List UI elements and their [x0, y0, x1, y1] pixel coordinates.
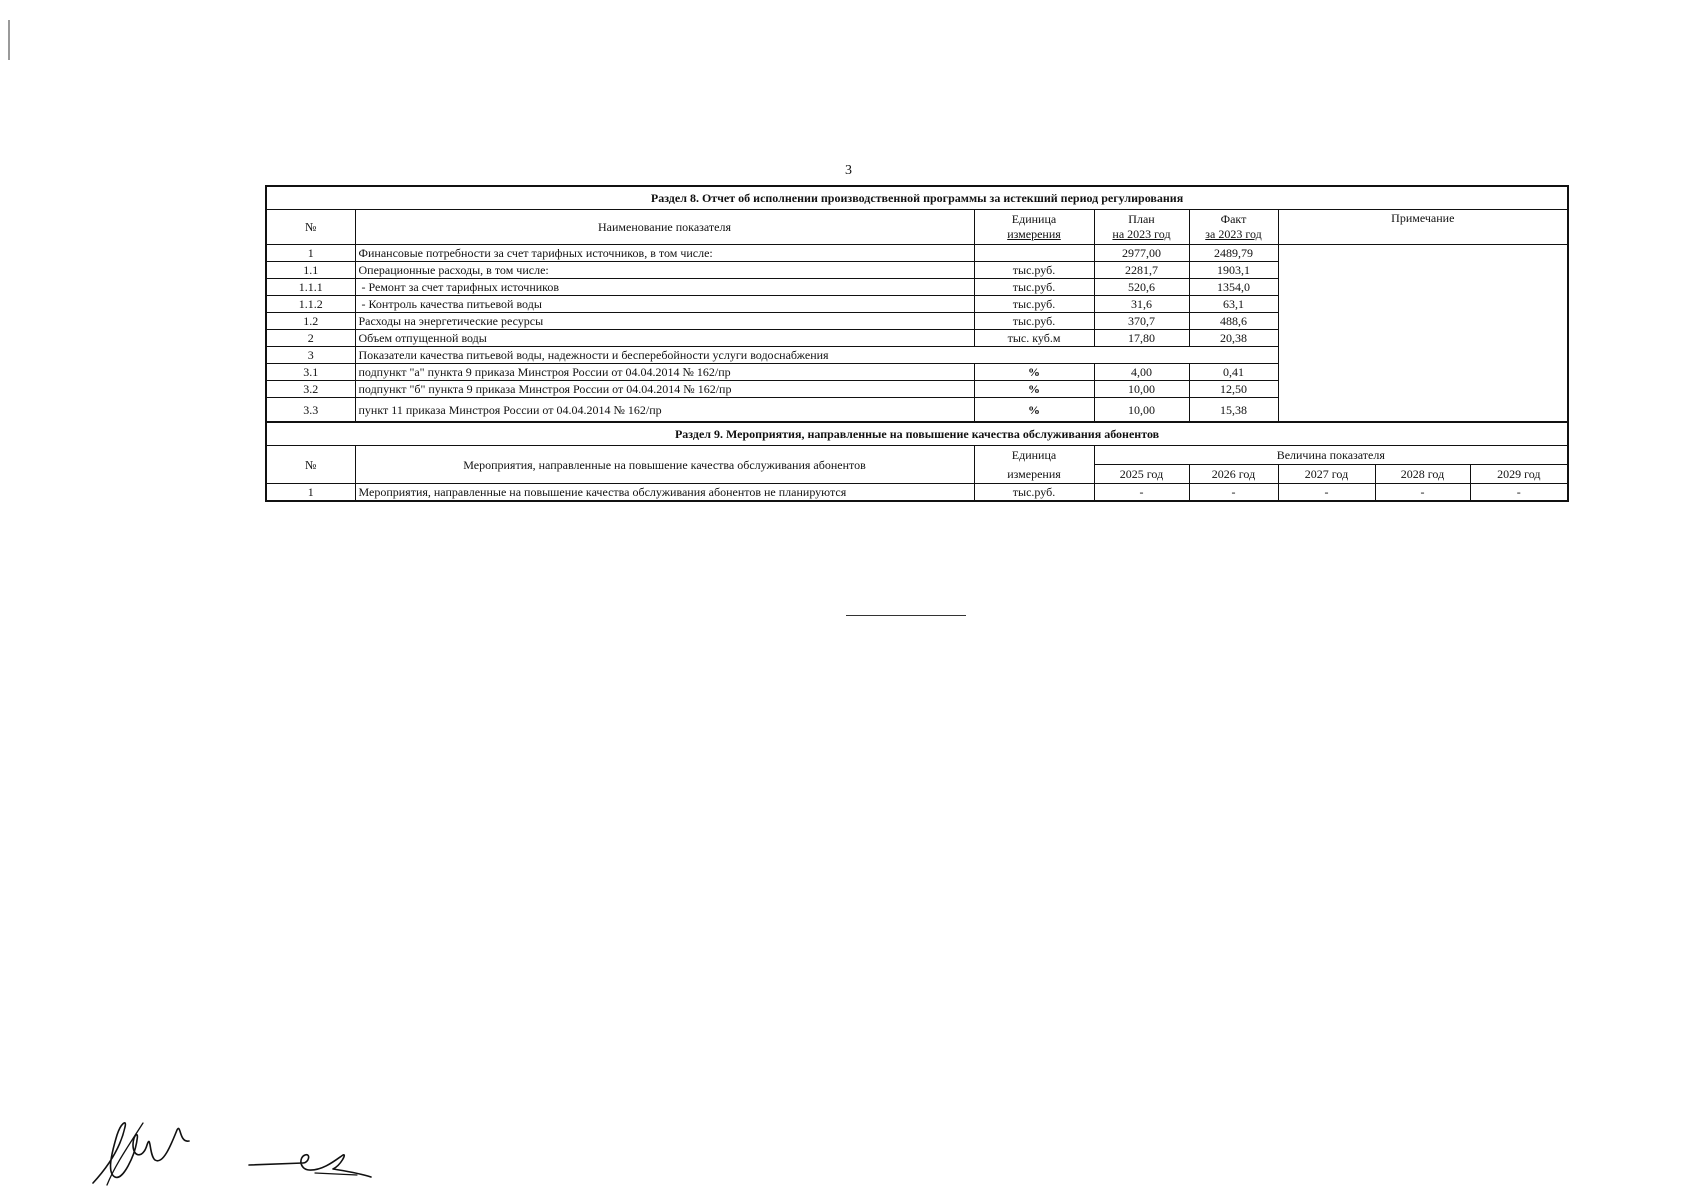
- row-fact: 12,50: [1189, 381, 1278, 398]
- row-fact: 0,41: [1189, 364, 1278, 381]
- s9-col-header-year: 2027 год: [1278, 465, 1375, 484]
- scan-edge-mark: [8, 20, 10, 60]
- row-name: Показатели качества питьевой воды, надежности и бесперебойности услуги водоснабжения: [355, 347, 1278, 364]
- row-name: подпункт "а" пункта 9 приказа Минстроя России от 04.04.2014 № 162/пр: [355, 364, 974, 381]
- s9-row-value: -: [1375, 484, 1470, 502]
- signature-1: [85, 1115, 195, 1190]
- col-header-plan-line1: План: [1128, 212, 1155, 226]
- row-name: Операционные расходы, в том числе:: [355, 262, 974, 279]
- report-table: [265, 185, 1569, 502]
- row-fact: 1903,1: [1189, 262, 1278, 279]
- col-header-fact-line2: за 2023 год: [1205, 227, 1262, 241]
- row-plan: 520,6: [1094, 279, 1189, 296]
- row-plan: 17,80: [1094, 330, 1189, 347]
- end-of-document-rule: [846, 615, 966, 616]
- page-number: 3: [845, 163, 852, 178]
- row-num: 3: [266, 347, 355, 364]
- s9-row-value: -: [1094, 484, 1189, 502]
- row-name: подпункт "б" пункта 9 приказа Минстроя России от 04.04.2014 № 162/пр: [355, 381, 974, 398]
- section8-title-row: [266, 186, 1568, 210]
- row-unit: %: [974, 381, 1094, 398]
- signature-2: [245, 1145, 375, 1185]
- row-plan: 2977,00: [1094, 245, 1189, 262]
- row-name: Финансовые потребности за счет тарифных источников, в том числе:: [355, 245, 974, 262]
- row-unit: %: [974, 364, 1094, 381]
- s9-col-header-unit-line2: измерения: [974, 465, 1094, 484]
- row-fact: 20,38: [1189, 330, 1278, 347]
- row-num: 3.2: [266, 381, 355, 398]
- s9-col-header-year: 2026 год: [1189, 465, 1278, 484]
- s9-col-header-year: 2025 год: [1094, 465, 1189, 484]
- row-fact: 2489,79: [1189, 245, 1278, 262]
- s9-col-header-name: Мероприятия, направленные на повышение качества обслуживания абонентов: [355, 446, 974, 484]
- s9-col-header-value-group: Величина показателя: [1094, 446, 1568, 465]
- row-plan: 10,00: [1094, 381, 1189, 398]
- row-fact: 1354,0: [1189, 279, 1278, 296]
- row-name: пункт 11 приказа Минстроя России от 04.04.2014 № 162/пр: [355, 398, 974, 423]
- col-header-name: Наименование показателя: [355, 210, 974, 245]
- section8-title: Раздел 8. Отчет об исполнении производственной программы за истекший период регулирования: [266, 186, 1568, 210]
- col-header-fact: [1189, 210, 1278, 245]
- row-unit: [974, 245, 1094, 262]
- row-plan: 4,00: [1094, 364, 1189, 381]
- s9-col-header-unit-line1: Единица: [974, 446, 1094, 465]
- col-header-note: Примечание: [1278, 210, 1568, 245]
- row-unit: тыс.руб.: [974, 296, 1094, 313]
- row-num: 1.1.1: [266, 279, 355, 296]
- row-unit: тыс. куб.м: [974, 330, 1094, 347]
- col-header-unit: [974, 210, 1094, 245]
- row-num: 1.1.2: [266, 296, 355, 313]
- row-name: - Ремонт за счет тарифных источников: [355, 279, 974, 296]
- s9-row-name: Мероприятия, направленные на повышение качества обслуживания абонентов не планируются: [355, 484, 974, 502]
- section9-title: Раздел 9. Мероприятия, направленные на повышение качества обслуживания абонентов: [266, 422, 1568, 446]
- row-unit: тыс.руб.: [974, 279, 1094, 296]
- row-num: 1: [266, 245, 355, 262]
- row-fact: 15,38: [1189, 398, 1278, 423]
- section8-header-row: [266, 210, 1568, 245]
- col-header-fact-line1: Факт: [1220, 212, 1247, 226]
- row-plan: 31,6: [1094, 296, 1189, 313]
- row-plan: 10,00: [1094, 398, 1189, 423]
- section9-title-row: [266, 422, 1568, 446]
- row-unit: %: [974, 398, 1094, 423]
- table-row: [266, 245, 1568, 262]
- s9-row-value: -: [1278, 484, 1375, 502]
- s9-col-header-year: 2028 год: [1375, 465, 1470, 484]
- row-name: Расходы на энергетические ресурсы: [355, 313, 974, 330]
- row-fact: 63,1: [1189, 296, 1278, 313]
- note-cell: [1278, 245, 1568, 423]
- row-plan: 370,7: [1094, 313, 1189, 330]
- row-fact: 488,6: [1189, 313, 1278, 330]
- col-header-unit-line2: измерения: [1007, 227, 1061, 241]
- row-name: Объем отпущенной воды: [355, 330, 974, 347]
- row-num: 1.2: [266, 313, 355, 330]
- s9-row-num: 1: [266, 484, 355, 502]
- row-num: 3.1: [266, 364, 355, 381]
- section9-header-row: [266, 446, 1568, 465]
- col-header-num: №: [266, 210, 355, 245]
- row-unit: тыс.руб.: [974, 262, 1094, 279]
- row-plan: 2281,7: [1094, 262, 1189, 279]
- table-row: [266, 484, 1568, 502]
- col-header-plan-line2: на 2023 год: [1112, 227, 1171, 241]
- s9-col-header-year: 2029 год: [1470, 465, 1568, 484]
- row-num: 1.1: [266, 262, 355, 279]
- col-header-unit-line1: Единица: [1011, 212, 1057, 226]
- s9-row-unit: тыс.руб.: [974, 484, 1094, 502]
- row-num: 3.3: [266, 398, 355, 423]
- row-num: 2: [266, 330, 355, 347]
- col-header-plan: [1094, 210, 1189, 245]
- s9-row-value: -: [1189, 484, 1278, 502]
- s9-row-value: -: [1470, 484, 1568, 502]
- row-name: - Контроль качества питьевой воды: [355, 296, 974, 313]
- row-unit: тыс.руб.: [974, 313, 1094, 330]
- s9-col-header-num: №: [266, 446, 355, 484]
